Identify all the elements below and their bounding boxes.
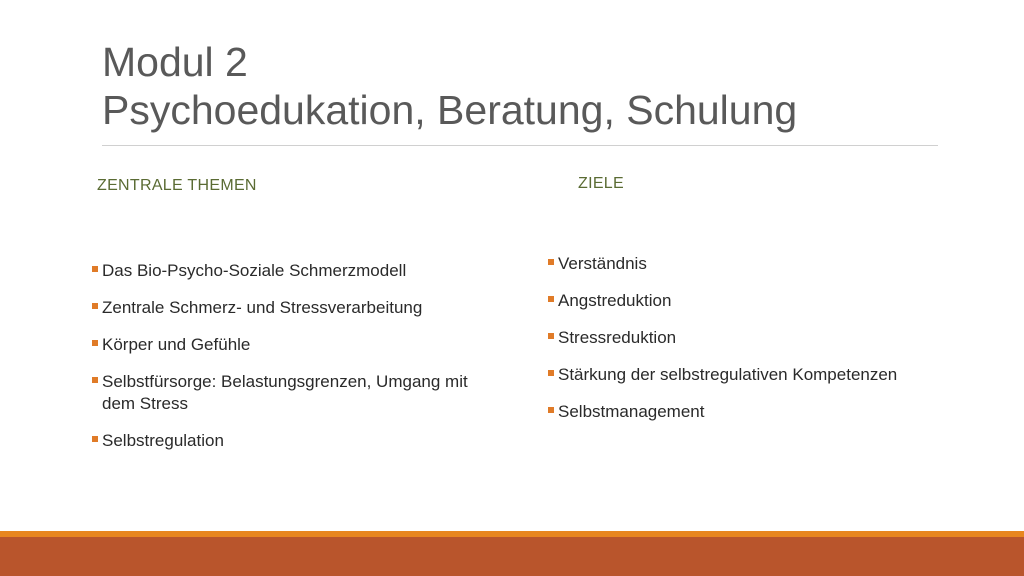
title-line-2: Psychoedukation, Beratung, Schulung: [102, 87, 798, 133]
list-item: [548, 290, 968, 312]
title-divider: [102, 145, 938, 146]
square-bullet-icon: [92, 303, 98, 309]
square-bullet-icon: [92, 266, 98, 272]
list-item: [92, 430, 492, 452]
title-line-1: Modul 2: [102, 39, 248, 85]
goals-list: [548, 253, 968, 438]
list-item: [548, 327, 968, 349]
list-item: [92, 260, 492, 282]
list-item-text: Zentrale Schmerz- und Stressverarbeitung: [102, 298, 423, 317]
square-bullet-icon: [548, 296, 554, 302]
list-item-text: Selbstregulation: [102, 431, 224, 450]
list-item-text: Das Bio-Psycho-Soziale Schmerzmodell: [102, 261, 407, 280]
list-item: [92, 297, 492, 319]
topics-list: [92, 260, 492, 467]
list-item-text: Stärkung der selbstregulativen Kompetenzen: [558, 365, 898, 384]
square-bullet-icon: [548, 259, 554, 265]
list-item: [92, 334, 492, 356]
list-item-text: Körper und Gefühle: [102, 335, 251, 354]
square-bullet-icon: [548, 370, 554, 376]
list-item: [548, 364, 968, 386]
list-item: [548, 401, 968, 423]
right-column-heading: ZIELE: [578, 175, 624, 192]
square-bullet-icon: [548, 407, 554, 413]
square-bullet-icon: [548, 333, 554, 339]
list-item: [548, 253, 968, 275]
list-item: [92, 371, 492, 415]
list-item-text: Selbstmanagement: [558, 402, 705, 421]
list-item-text: Angstreduktion: [558, 291, 672, 310]
footer-bar: [0, 537, 1024, 576]
slide-title: [102, 38, 962, 134]
square-bullet-icon: [92, 340, 98, 346]
square-bullet-icon: [92, 436, 98, 442]
list-item-text: Stressreduktion: [558, 328, 677, 347]
list-item-text: Selbstfürsorge: Belastungsgrenzen, Umgang mit dem Stress: [102, 372, 468, 413]
square-bullet-icon: [92, 377, 98, 383]
list-item-text: Verständnis: [558, 254, 647, 273]
left-column-heading: ZENTRALE THEMEN: [97, 177, 257, 194]
